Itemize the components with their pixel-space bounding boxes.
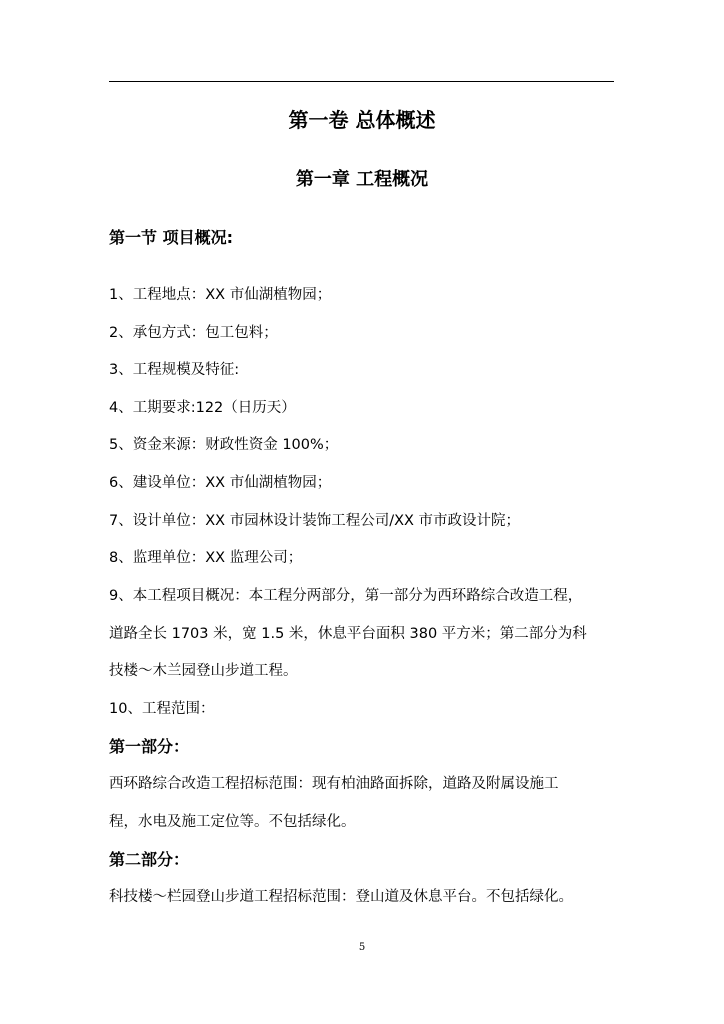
part1-text-line: 程，水电及施工定位等。不包括绿化。 (109, 814, 356, 830)
list-item: 10、工程范围： (109, 701, 215, 717)
list-item: 8、监理单位：XX 监理公司； (109, 550, 303, 566)
chapter-title: 第一章 工程概况 (295, 169, 429, 190)
part1-heading: 第一部分： (109, 737, 190, 756)
page-number: 5 (358, 942, 366, 953)
header-rule (109, 81, 614, 82)
list-item: 2、承包方式：包工包料； (109, 325, 278, 341)
volume-title: 第一卷 总体概述 (288, 108, 436, 132)
list-item: 1、工程地点：XX 市仙湖植物园； (109, 287, 332, 303)
list-item-continuation: 道路全长 1703 米，宽 1.5 米，休息平台面积 380 平方米；第二部分为科 (109, 626, 587, 642)
list-item: 7、设计单位：XX 市园林设计装饰工程公司/XX 市市政设计院； (109, 513, 521, 529)
list-item: 9、本工程项目概况：本工程分两部分，第一部分为西环路综合改造工程， (109, 588, 583, 604)
list-item: 4、工期要求:122（日历天） (109, 400, 296, 416)
list-item: 5、资金来源：财政性资金 100%； (109, 437, 339, 453)
part1-text-line: 西环路综合改造工程招标范围：现有柏油路面拆除，道路及附属设施工 (109, 776, 559, 792)
list-item: 3、工程规模及特征: (109, 362, 240, 378)
list-item-continuation: 技楼～木兰园登山步道工程。 (109, 663, 298, 679)
part2-heading: 第二部分： (109, 850, 190, 869)
part2-text-line: 科技楼～栏园登山步道工程招标范围：登山道及休息平台。不包括绿化。 (109, 889, 573, 905)
list-item: 6、建设单位：XX 市仙湖植物园； (109, 475, 332, 491)
section-title: 第一节 项目概况: (109, 228, 233, 247)
